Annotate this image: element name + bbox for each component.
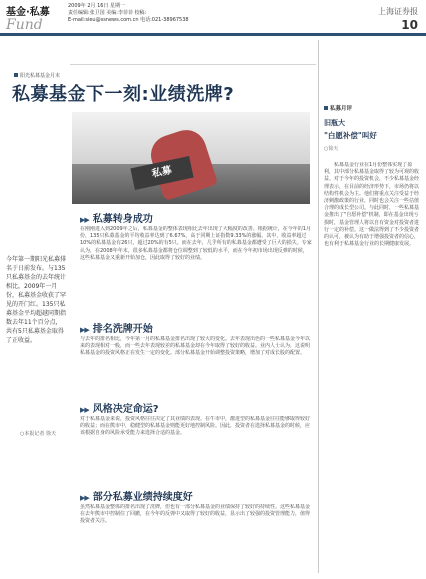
section-body-3: 对于私募基金来说，投资风格往往决定了其业绩的表现。在牛市中，激进型的私募基金往往能够取得较好的收益；而在熊市中，稳健型的私募基金则能更好地控制风险。因此，投资者在选择私募基金的时候，应该根据自身的风险承受能力来选择合适的基金。: [80, 416, 311, 437]
kicker-text: 阳光私募基金月末: [20, 73, 61, 79]
date-line: 2009年 2月 16日 星期一: [68, 3, 126, 9]
staff-line: 责任编辑:张卫国 美编:李菲菲 校稿:: [68, 10, 147, 16]
sidebar-kicker: 私募月评: [324, 104, 420, 112]
arrow-icon: ▶▶: [80, 326, 89, 334]
section-body-2: 与去年的排名相比，今年第一月的私募基金排名出现了较大的变化。去年表现出色的一些私募基金今年以来的表现相对一般，而一些去年表现较差的私募基金却在今年取得了较好的收益。业内人士认为，这说明私募基金的投资风格正在发生一定的变化。部分私募基金开始调整投资策略，增加了对成长股的配置。: [80, 336, 311, 357]
article-intro: 今年第一期阳光私募排名于日前发布。与135只私募基金的去年统计相比，2009年一月份，私募基金收获了罕见的开门红。135只私募基金平均超越同期指数去年11个百分点，共有5只私募基金取得了正收益。: [6, 256, 67, 344]
section-heading-4: ▶▶ 部分私募业绩持续度好: [80, 492, 193, 503]
article-photo: [72, 112, 310, 204]
page-number: 10: [401, 18, 418, 32]
section-title: 基金·私募: [6, 7, 50, 18]
sidebar-author: ○徐天: [324, 146, 339, 152]
kicker-square-icon: [14, 73, 18, 77]
page-header: [0, 0, 426, 34]
section-body-4: 虽然私募基金整体的排名出现了洗牌，但也有一部分私募基金的业绩保持了较好的持续性。这些私募基金在去年熊市中控制住了回撤，在今年的反弹中又取得了较好的收益，显示出了较强的投资管理能力，值得投资者关注。: [80, 504, 311, 525]
divider: [70, 64, 316, 65]
sidebar-headline-line1: 旧瓶大: [324, 119, 345, 127]
section-heading-2: ▶▶ 排名洗牌开始: [80, 324, 153, 335]
photo-sign: 私募: [130, 156, 193, 190]
section-english: Fund: [6, 17, 43, 33]
section-heading-1: ▶▶ 私募转身成功: [80, 214, 153, 225]
sidebar-column: [318, 40, 420, 573]
intro-author: ○本报记者 徐天: [20, 431, 56, 437]
arrow-icon: ▶▶: [80, 494, 89, 502]
sidebar-headline-line2: "白愿补偿"叫好: [324, 131, 377, 140]
contact-line: E-mail:sieu@ssnews.com.cn 电话:021-38967538: [68, 17, 189, 23]
arrow-icon: ▶▶: [80, 216, 89, 224]
header-meta: [68, 3, 318, 24]
article-kicker: [14, 72, 60, 79]
header-rule: [0, 33, 426, 36]
kicker-square-icon: [324, 106, 328, 110]
sidebar-body: 私募基金行业在1月份整体实现了盈利，其中部分私募基金取得了较为可观的收益。对于今年的投资机会，不少私募基金经理表示，在目前的经济形势下，市场仍将以结构性机会为主。他们将重点关注受益于经济刺激政策的行业，同时也会关注一些估值合理的成长型公司。与此同时，一些私募基金推出了"自愿补偿"机制，即在基金出现亏损时，基金管理人将以自有资金对投资者进行一定的补偿。这一做法得到了不少投资者的认可，被认为有助于增强投资者的信心，也有利于私募基金行业的长期健康发展。: [324, 162, 420, 248]
paper-name: 上海证券报: [378, 7, 418, 16]
section-body-1: 在刚刚进入到2009年之后，私募基金的整体表现相比去年出现了大幅度的改善。根据统计，在今年的1月份，135只私募基金的平均收益率达到了6.67%，高于同期上证指数9.33%的涨幅。其中，收益率超过10%的私募基金有26只，超过20%的有5只。而在去年，几乎所有的私募基金都遭受了巨大的损失。专家认为，在2008年年末，很多私募基金都将仓位调整到了较低的水平，而在今年初市场出现反弹的时候，这些私募基金又重新开始加仓，因此取得了较好的业绩。: [80, 226, 312, 261]
section-heading-3: ▶▶ 风格决定命运?: [80, 404, 159, 415]
arrow-icon: ▶▶: [80, 406, 89, 414]
section-label: [6, 3, 64, 31]
article-title: 私募基金下一刻:业绩洗牌?: [12, 84, 235, 105]
